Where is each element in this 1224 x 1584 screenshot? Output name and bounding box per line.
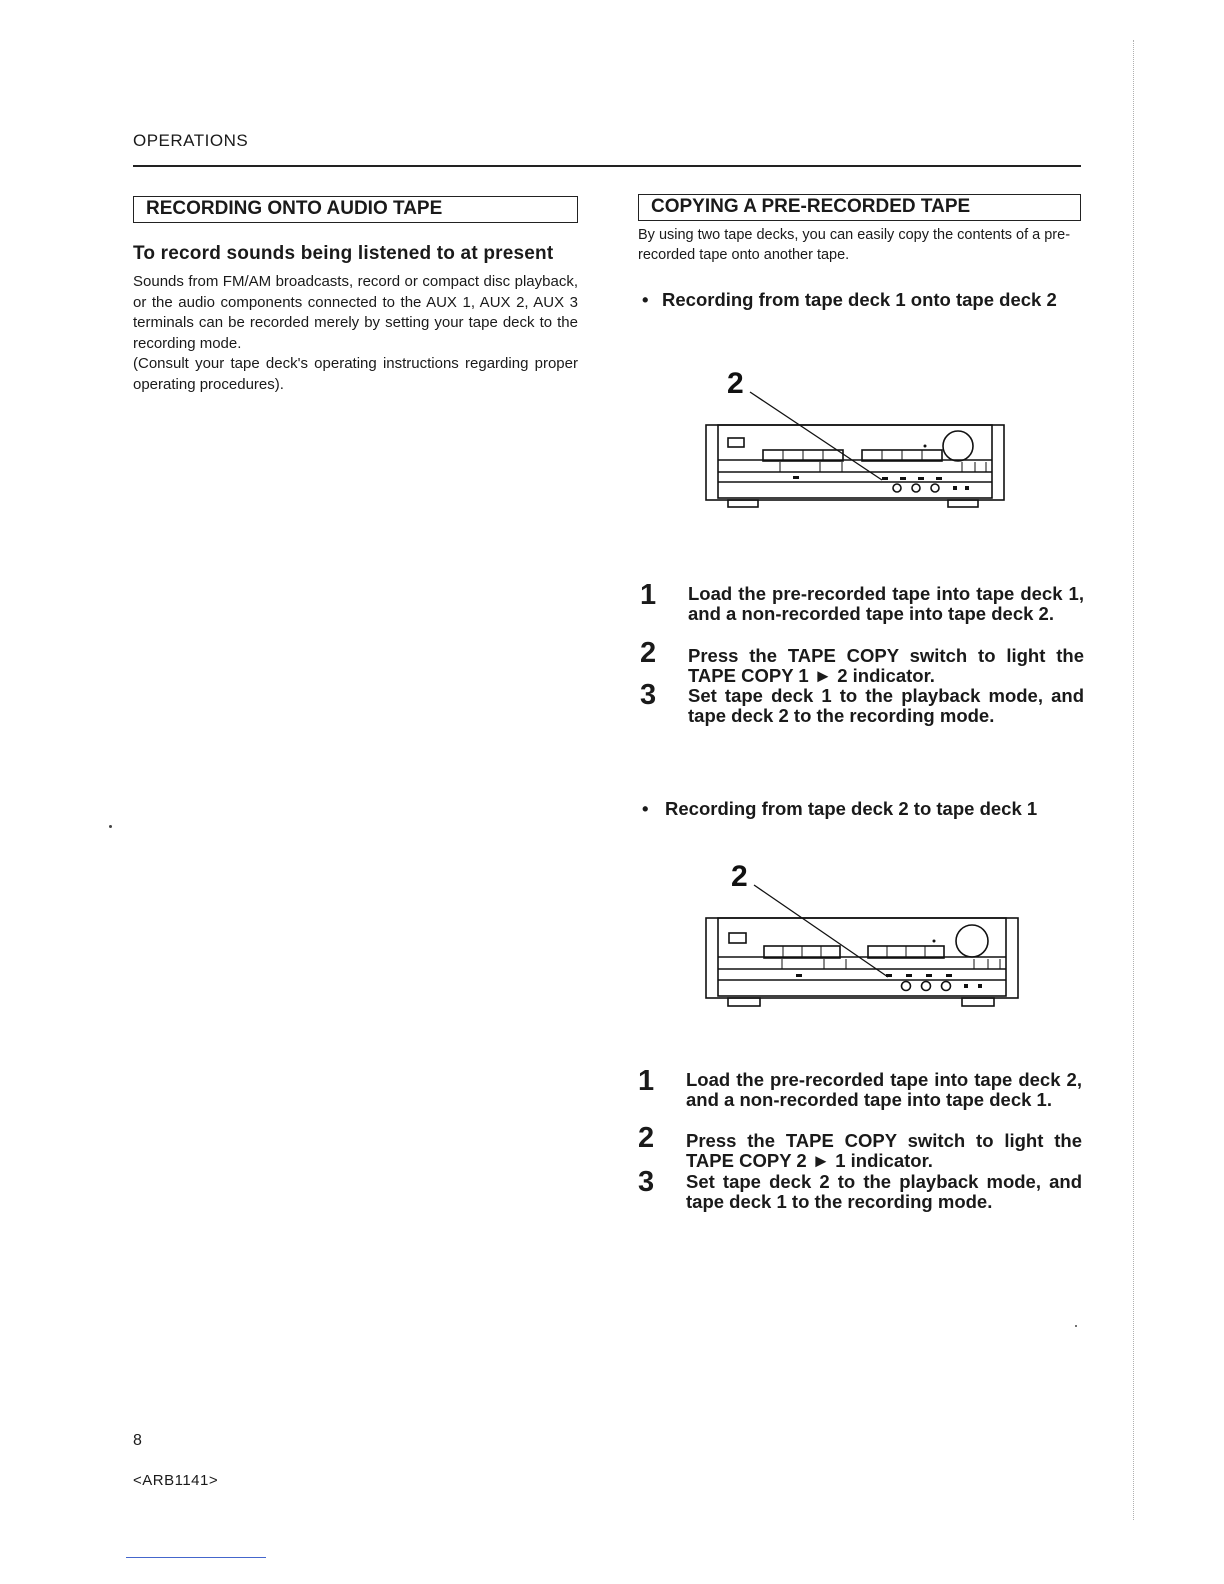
header-rule bbox=[133, 165, 1081, 167]
tape-copy-intro: By using two tape decks, you can easily copy the contents of a pre-recorded tape onto another tape. bbox=[638, 227, 1071, 263]
copy-2-to-1-title: Recording from tape deck 2 to tape deck 1 bbox=[665, 798, 1038, 819]
recording-body bbox=[133, 272, 578, 395]
recording-subheading: To record sounds being listened to at present bbox=[133, 243, 554, 264]
binding-margin-line bbox=[1133, 40, 1134, 1520]
bottom-edge-line bbox=[126, 1557, 266, 1558]
document-code: <ARB1141> bbox=[133, 1472, 219, 1489]
amplifier-illustration-1 bbox=[700, 362, 1010, 512]
copy-1-to-2-bullet bbox=[642, 290, 1082, 310]
recording-paragraph: (Consult your tape deck's operating instructions regarding proper operating procedures). bbox=[133, 355, 578, 393]
step-text: Press the TAPE COPY switch to light the TAPE COPY 2 ► 1 indicator. bbox=[686, 1130, 1082, 1172]
step-number: 3 bbox=[640, 679, 657, 711]
section-label: OPERATIONS bbox=[133, 131, 249, 150]
scan-speck bbox=[109, 825, 112, 828]
bullet-mark: • bbox=[642, 289, 649, 310]
recording-heading: RECORDING ONTO AUDIO TAPE bbox=[133, 196, 578, 223]
step-number: 2 bbox=[638, 1122, 655, 1154]
step-number: 1 bbox=[638, 1065, 655, 1097]
copy-1-to-2-title: Recording from tape deck 1 onto tape deck 2 bbox=[662, 289, 1057, 310]
tape-copy-heading: COPYING A PRE-RECORDED TAPE bbox=[638, 194, 1081, 221]
figure-callout: 2 bbox=[727, 367, 744, 400]
step-text: Load the pre-recorded tape into tape deck 1, and a non-recorded tape into tape deck 2. bbox=[688, 583, 1084, 625]
bullet-mark: • bbox=[642, 798, 649, 819]
step-number: 1 bbox=[640, 579, 657, 611]
step-text: Set tape deck 2 to the playback mode, and tape deck 1 to the recording mode. bbox=[686, 1171, 1082, 1213]
recording-paragraph: Sounds from FM/AM broadcasts, record or compact disc playback, or the audio components connected to the AUX 1, AUX 2, AUX 3 terminals can be recorded merely by setting your tape deck to the recording mode. bbox=[133, 273, 578, 352]
amplifier-illustration-2 bbox=[700, 855, 1022, 1010]
scan-speck bbox=[1075, 1325, 1077, 1327]
step-number: 3 bbox=[638, 1166, 655, 1198]
step-number: 2 bbox=[640, 637, 657, 669]
page-number: 8 bbox=[133, 1432, 142, 1449]
step-text: Load the pre-recorded tape into tape deck 2, and a non-recorded tape into tape deck 1. bbox=[686, 1069, 1082, 1111]
copy-2-to-1-bullet bbox=[642, 799, 1115, 819]
step-text: Press the TAPE COPY switch to light the TAPE COPY 1 ► 2 indicator. bbox=[688, 645, 1084, 687]
figure-callout: 2 bbox=[731, 860, 748, 893]
step-text: Set tape deck 1 to the playback mode, and tape deck 2 to the recording mode. bbox=[688, 685, 1084, 727]
